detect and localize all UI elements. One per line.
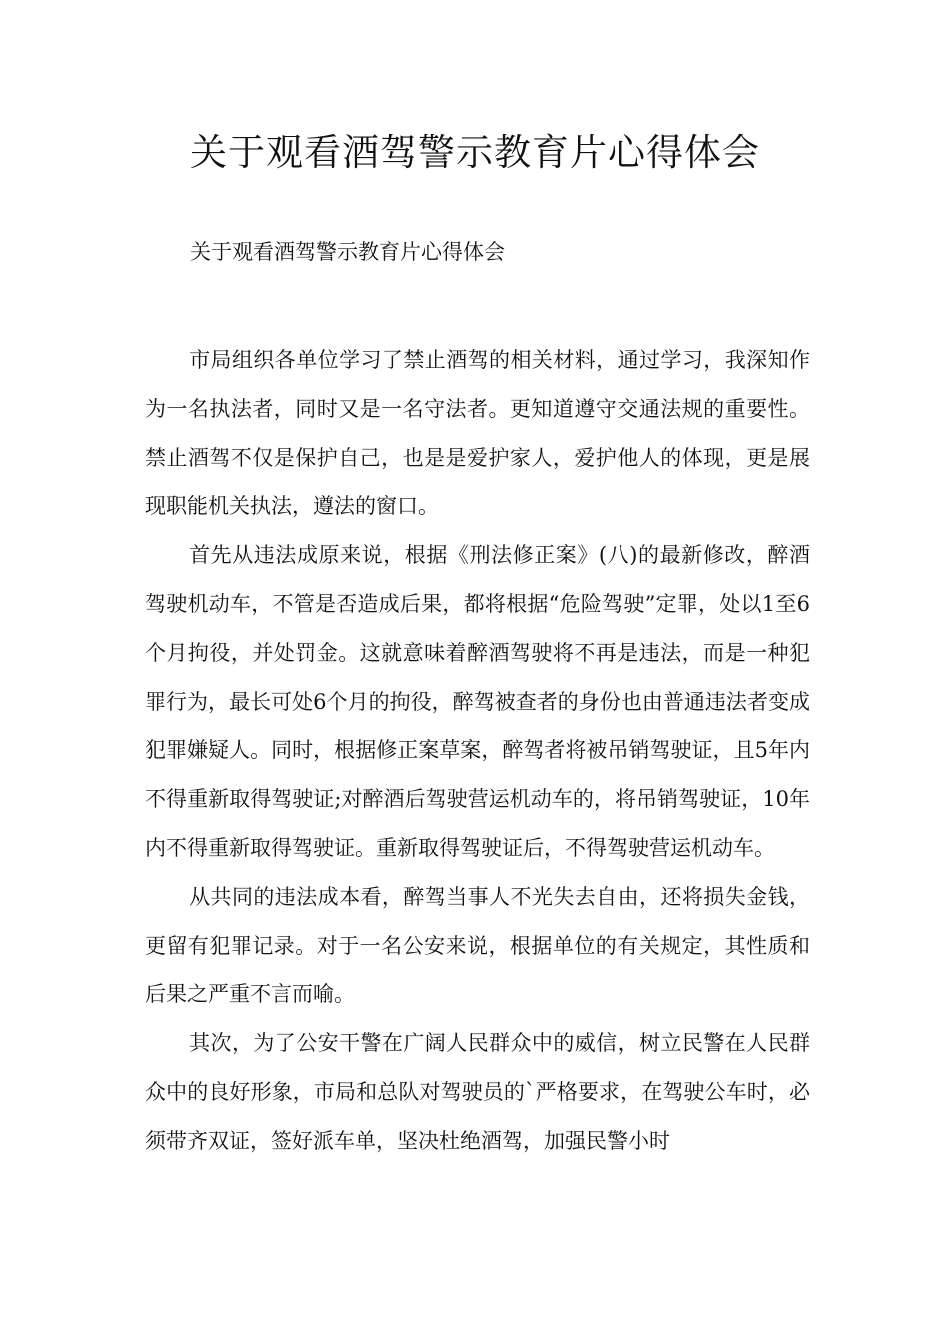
paragraph: 市局组织各单位学习了禁止酒驾的相关材料，通过学习，我深知作为一名执法者，同时又是一名守法者。更知道遵守交通法规的重要性。禁止酒驾不仅是保护自己，也是是爱护家人，爱护他人的体现，更是展现职能机关执法，遵法的窗口。 [145, 348, 810, 519]
document-body [145, 336, 810, 1166]
paragraph: 其次，为了公安干警在广阔人民群众中的威信，树立民警在人民群众中的良好形象，市局和总队对驾驶员的`严格要求，在驾驶公车时，必须带齐双证，签好派车单，坚决杜绝酒驾，加强民警小时 [145, 1031, 810, 1153]
paragraph: 从共同的违法成本看，醉驾当事人不光失去自由，还将损失金钱，更留有犯罪记录。对于一名公安来说，根据单位的有关规定，其性质和后果之严重不言而喻。 [145, 884, 810, 1007]
paragraph: 首先从违法成原来说，根据《刑法修正案》(八)的最新修改，醉酒驾驶机动车，不管是否造成后果，都将根据“危险驾驶”定罪，处以1至6个月拘役，并处罚金。这就意味着醉酒驾驶将不再是违法，而是一种犯罪行为，最长可处6个月的拘役，醉驾被查者的身份也由普通违法者变成犯罪嫌疑人。同时，根据修正案草案，醉驾者将被吊销驾驶证，且5年内不得重新取得驾驶证;对醉酒后驾驶营运机动车的，将吊销驾驶证，10年内不得重新取得驾驶证。重新取得驾驶证后，不得驾驶营运机动车。 [145, 543, 810, 860]
document-subtitle: 关于观看酒驾警示教育片心得体会 [190, 240, 505, 264]
document-title: 关于观看酒驾警示教育片心得体会 [190, 131, 760, 174]
